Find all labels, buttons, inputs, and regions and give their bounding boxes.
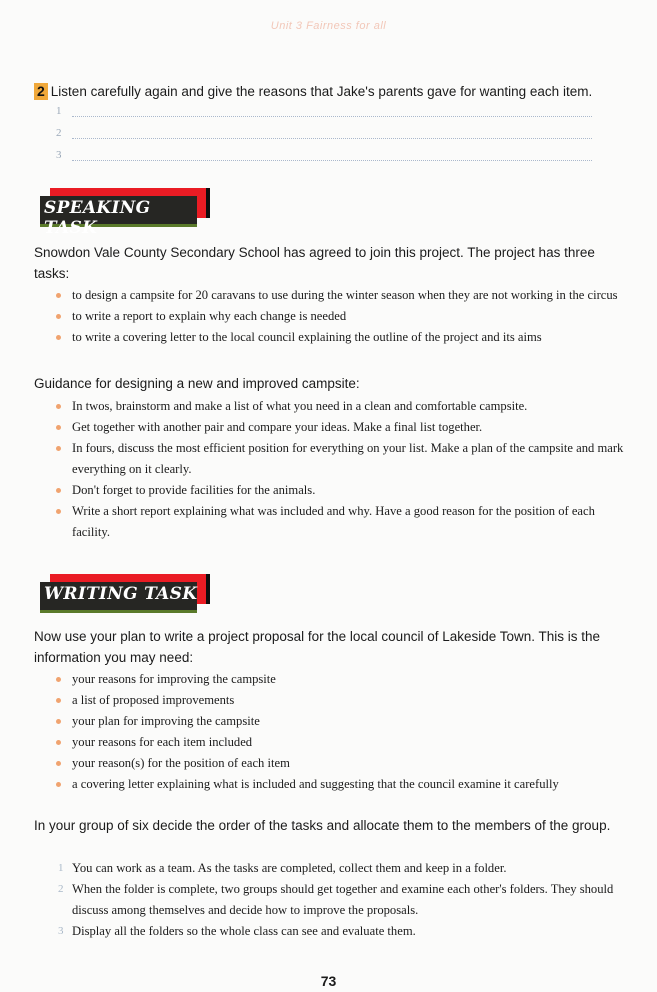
guidance-title: Guidance for designing a new and improved campsite: xyxy=(34,376,360,391)
list-item: Don't forget to provide facilities for the animals. xyxy=(34,480,624,501)
question-2 xyxy=(34,81,592,102)
list-item: In fours, discuss the most efficient position for everything on your list. Make a plan of the campsite and mark everything on it clearly. xyxy=(34,438,624,480)
project-task-list xyxy=(34,285,624,348)
list-item: 1 You can work as a team. As the tasks are completed, collect them and keep in a folder. xyxy=(58,861,507,875)
list-item: 2 When the folder is complete, two groups should get together and examine each other's folders. They should discuss among themselves and decide how to improve the proposals. xyxy=(58,882,614,917)
list-item: Get together with another pair and compare your ideas. Make a final list together. xyxy=(34,417,624,438)
list-item: your reasons for each item included xyxy=(34,732,624,753)
question-number-badge: 2 xyxy=(34,83,48,100)
running-header: Unit 3 Fairness for all xyxy=(270,20,387,32)
list-item: a list of proposed improvements xyxy=(34,690,624,711)
list-item: your reasons for improving the campsite xyxy=(34,669,624,690)
speaking-intro: Snowdon Vale County Secondary School has agreed to join this project. The project has three tasks: xyxy=(34,245,595,281)
page-number: 73 xyxy=(320,973,337,989)
list-item: your plan for improving the campsite xyxy=(34,711,624,732)
list-item: to write a report to explain why each change is needed xyxy=(34,306,624,327)
writing-task-title: WRITING TASK xyxy=(44,584,198,604)
answer-line[interactable]: 1 xyxy=(52,104,592,126)
list-item: your reason(s) for the position of each item xyxy=(34,753,624,774)
speaking-task-banner xyxy=(36,196,204,238)
list-item: to design a campsite for 20 caravans to use during the winter season when they are not working in the circus xyxy=(34,285,624,306)
list-item: to write a covering letter to the local council explaining the outline of the project and its aims xyxy=(34,327,624,348)
answer-line[interactable]: 3 xyxy=(52,148,592,170)
steps-list xyxy=(34,858,624,942)
question-text: Listen carefully again and give the reasons that Jake's parents gave for wanting each item. xyxy=(50,84,593,99)
writing-task-banner xyxy=(36,582,204,612)
list-item: 3 Display all the folders so the whole class can see and evaluate them. xyxy=(58,924,416,938)
answer-line[interactable]: 2 xyxy=(52,126,592,148)
list-item: a covering letter explaining what is included and suggesting that the council examine it carefully xyxy=(34,774,624,795)
writing-intro: Now use your plan to write a project proposal for the local council of Lakeside Town. This is the information you may need: xyxy=(34,629,601,665)
group-instructions: In your group of six decide the order of the tasks and allocate them to the members of the group. xyxy=(34,818,611,833)
speaking-task-title: SPEAKING TASK xyxy=(44,198,151,238)
guidance-list xyxy=(34,396,624,543)
list-item: In twos, brainstorm and make a list of what you need in a clean and comfortable campsite. xyxy=(34,396,624,417)
answer-lines xyxy=(52,104,592,170)
list-item: Write a short report explaining what was included and why. Have a good reason for the position of each facility. xyxy=(34,501,624,543)
information-list xyxy=(34,669,624,795)
